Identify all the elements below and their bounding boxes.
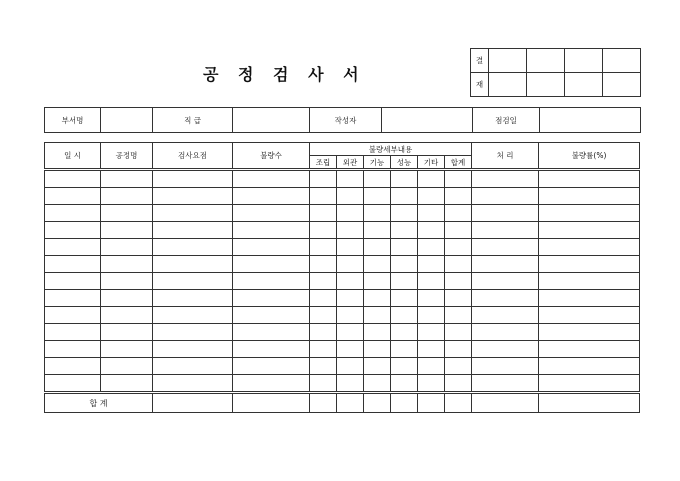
table-cell[interactable] [418, 358, 445, 375]
header-defect-count: 불량수 [233, 143, 310, 170]
table-cell[interactable] [233, 205, 310, 222]
header-action: 처 리 [472, 143, 539, 170]
table-cell[interactable] [539, 324, 640, 341]
table-cell[interactable] [391, 375, 418, 393]
table-cell[interactable] [233, 324, 310, 341]
table-cell[interactable] [337, 341, 364, 358]
table-cell[interactable] [364, 239, 391, 256]
table-cell[interactable] [445, 324, 472, 341]
table-cell[interactable] [233, 375, 310, 393]
table-cell[interactable] [153, 239, 233, 256]
table-cell[interactable] [310, 324, 337, 341]
table-cell[interactable] [153, 205, 233, 222]
table-row [45, 358, 640, 375]
table-cell[interactable] [101, 170, 153, 188]
table-cell[interactable] [101, 358, 153, 375]
table-row [45, 222, 640, 239]
table-cell[interactable] [45, 239, 101, 256]
header-sub-function: 기능 [364, 156, 391, 170]
table-cell[interactable] [418, 273, 445, 290]
info-table [44, 107, 641, 133]
table-cell[interactable] [337, 273, 364, 290]
total-cell[interactable] [364, 393, 391, 413]
table-cell[interactable] [391, 341, 418, 358]
approval-label-top: 결 [471, 49, 489, 73]
table-cell[interactable] [45, 307, 101, 324]
table-cell[interactable] [233, 273, 310, 290]
table-cell[interactable] [364, 273, 391, 290]
approval-label-bottom: 재 [471, 73, 489, 97]
table-cell[interactable] [391, 170, 418, 188]
table-cell[interactable] [472, 170, 539, 188]
table-cell[interactable] [153, 307, 233, 324]
table-cell[interactable] [364, 290, 391, 307]
table-cell[interactable] [337, 307, 364, 324]
table-cell[interactable] [391, 273, 418, 290]
total-label: 합 계 [45, 393, 153, 413]
table-cell[interactable] [233, 188, 310, 205]
table-cell[interactable] [472, 239, 539, 256]
table-cell[interactable] [101, 290, 153, 307]
table-cell[interactable] [101, 375, 153, 393]
table-cell[interactable] [364, 375, 391, 393]
table-cell[interactable] [233, 341, 310, 358]
table-cell[interactable] [445, 188, 472, 205]
table-cell[interactable] [418, 205, 445, 222]
table-row [45, 256, 640, 273]
table-cell[interactable] [364, 307, 391, 324]
table-cell[interactable] [364, 341, 391, 358]
table-cell[interactable] [45, 205, 101, 222]
approval-signature-cell[interactable] [527, 73, 565, 97]
inspection-table [44, 142, 640, 413]
table-cell[interactable] [101, 341, 153, 358]
table-cell[interactable] [445, 290, 472, 307]
table-cell[interactable] [418, 188, 445, 205]
total-cell[interactable] [153, 393, 233, 413]
table-row [45, 290, 640, 307]
table-cell[interactable] [310, 358, 337, 375]
table-cell[interactable] [45, 324, 101, 341]
table-cell[interactable] [364, 358, 391, 375]
table-cell[interactable] [45, 170, 101, 188]
table-cell[interactable] [233, 256, 310, 273]
table-cell[interactable] [364, 188, 391, 205]
total-cell[interactable] [310, 393, 337, 413]
table-cell[interactable] [539, 256, 640, 273]
total-cell[interactable] [391, 393, 418, 413]
table-cell[interactable] [337, 290, 364, 307]
table-row [45, 324, 640, 341]
header-sub-other: 기타 [418, 156, 445, 170]
table-row [45, 273, 640, 290]
approval-cell[interactable] [489, 49, 527, 73]
approval-cell[interactable] [527, 49, 565, 73]
table-cell[interactable] [101, 205, 153, 222]
table-cell[interactable] [472, 273, 539, 290]
table-cell[interactable] [153, 290, 233, 307]
approval-signature-cell[interactable] [565, 73, 603, 97]
table-cell[interactable] [233, 307, 310, 324]
table-cell[interactable] [153, 375, 233, 393]
table-cell[interactable] [364, 324, 391, 341]
total-cell[interactable] [418, 393, 445, 413]
table-cell[interactable] [153, 341, 233, 358]
table-cell[interactable] [101, 239, 153, 256]
table-row [45, 170, 640, 188]
author-field[interactable] [382, 108, 473, 133]
table-cell[interactable] [472, 290, 539, 307]
table-cell[interactable] [337, 222, 364, 239]
table-cell[interactable] [539, 222, 640, 239]
table-cell[interactable] [472, 256, 539, 273]
table-cell[interactable] [472, 307, 539, 324]
table-cell[interactable] [539, 239, 640, 256]
table-cell[interactable] [337, 256, 364, 273]
table-cell[interactable] [310, 239, 337, 256]
table-cell[interactable] [418, 170, 445, 188]
table-cell[interactable] [45, 256, 101, 273]
header-process-name: 공정명 [101, 143, 153, 170]
rank-field[interactable] [233, 108, 310, 133]
table-cell[interactable] [310, 222, 337, 239]
header-sub-assembly: 조립 [310, 156, 337, 170]
table-cell[interactable] [45, 188, 101, 205]
table-cell[interactable] [539, 170, 640, 188]
table-cell[interactable] [445, 239, 472, 256]
dept-label: 부서명 [45, 108, 101, 133]
table-row [45, 239, 640, 256]
table-cell[interactable] [153, 222, 233, 239]
table-cell[interactable] [445, 205, 472, 222]
table-cell[interactable] [418, 290, 445, 307]
table-cell[interactable] [153, 170, 233, 188]
total-cell[interactable] [337, 393, 364, 413]
table-cell[interactable] [472, 188, 539, 205]
table-cell[interactable] [310, 188, 337, 205]
header-inspection-points: 검사요점 [153, 143, 233, 170]
table-row [45, 375, 640, 393]
table-cell[interactable] [472, 324, 539, 341]
total-cell[interactable] [472, 393, 539, 413]
table-cell[interactable] [310, 205, 337, 222]
table-cell[interactable] [233, 170, 310, 188]
table-cell[interactable] [337, 170, 364, 188]
table-cell[interactable] [539, 375, 640, 393]
table-cell[interactable] [101, 222, 153, 239]
table-cell[interactable] [337, 358, 364, 375]
approval-cell[interactable] [603, 49, 641, 73]
table-cell[interactable] [310, 273, 337, 290]
table-cell[interactable] [337, 188, 364, 205]
table-cell[interactable] [539, 188, 640, 205]
table-cell[interactable] [101, 188, 153, 205]
table-cell[interactable] [472, 358, 539, 375]
table-cell[interactable] [539, 205, 640, 222]
table-cell[interactable] [310, 170, 337, 188]
table-cell[interactable] [445, 341, 472, 358]
table-cell[interactable] [101, 273, 153, 290]
dept-field[interactable] [101, 108, 153, 133]
table-row [45, 307, 640, 324]
table-cell[interactable] [233, 239, 310, 256]
table-cell[interactable] [101, 324, 153, 341]
header-sub-performance: 성능 [391, 156, 418, 170]
table-cell[interactable] [418, 324, 445, 341]
table-cell[interactable] [445, 222, 472, 239]
table-cell[interactable] [445, 375, 472, 393]
table-cell[interactable] [45, 341, 101, 358]
table-cell[interactable] [391, 256, 418, 273]
table-cell[interactable] [391, 290, 418, 307]
table-cell[interactable] [364, 222, 391, 239]
table-cell[interactable] [391, 205, 418, 222]
table-cell[interactable] [445, 307, 472, 324]
table-cell[interactable] [472, 222, 539, 239]
table-cell[interactable] [418, 222, 445, 239]
table-cell[interactable] [445, 273, 472, 290]
table-cell[interactable] [153, 324, 233, 341]
author-label: 작성자 [310, 108, 382, 133]
table-cell[interactable] [539, 358, 640, 375]
table-cell[interactable] [472, 341, 539, 358]
table-cell[interactable] [101, 256, 153, 273]
approval-box [470, 48, 641, 97]
table-cell[interactable] [45, 375, 101, 393]
table-cell[interactable] [391, 222, 418, 239]
table-cell[interactable] [45, 358, 101, 375]
table-cell[interactable] [310, 256, 337, 273]
rank-label: 직 급 [153, 108, 233, 133]
table-cell[interactable] [364, 205, 391, 222]
table-cell[interactable] [539, 307, 640, 324]
table-cell[interactable] [418, 375, 445, 393]
table-cell[interactable] [391, 239, 418, 256]
table-cell[interactable] [472, 375, 539, 393]
header-sub-total: 합계 [445, 156, 472, 170]
table-cell[interactable] [445, 170, 472, 188]
approval-signature-cell[interactable] [603, 73, 641, 97]
approval-signature-cell[interactable] [489, 73, 527, 97]
table-cell[interactable] [391, 307, 418, 324]
table-row [45, 205, 640, 222]
header-defect-rate: 불량률(%) [539, 143, 640, 170]
date-label: 점검일 [473, 108, 540, 133]
table-cell[interactable] [153, 188, 233, 205]
header-datetime: 일 시 [45, 143, 101, 170]
table-cell[interactable] [418, 239, 445, 256]
table-cell[interactable] [310, 290, 337, 307]
table-cell[interactable] [364, 170, 391, 188]
table-cell[interactable] [233, 358, 310, 375]
table-cell[interactable] [418, 256, 445, 273]
table-cell[interactable] [539, 341, 640, 358]
table-cell[interactable] [337, 375, 364, 393]
approval-cell[interactable] [565, 49, 603, 73]
table-cell[interactable] [310, 375, 337, 393]
table-cell[interactable] [337, 205, 364, 222]
table-cell[interactable] [364, 256, 391, 273]
total-cell[interactable] [233, 393, 310, 413]
table-row [45, 188, 640, 205]
header-sub-appearance: 외관 [337, 156, 364, 170]
total-cell[interactable] [445, 393, 472, 413]
table-cell[interactable] [337, 324, 364, 341]
table-cell[interactable] [310, 341, 337, 358]
table-cell[interactable] [153, 273, 233, 290]
table-cell[interactable] [391, 358, 418, 375]
table-row [45, 341, 640, 358]
table-cell[interactable] [391, 324, 418, 341]
table-cell[interactable] [472, 205, 539, 222]
document-title: 공 정 검 사 서 [203, 65, 366, 84]
table-cell[interactable] [45, 290, 101, 307]
table-cell[interactable] [45, 222, 101, 239]
table-cell[interactable] [445, 358, 472, 375]
table-cell[interactable] [45, 273, 101, 290]
table-cell[interactable] [233, 222, 310, 239]
table-cell[interactable] [391, 188, 418, 205]
total-cell[interactable] [539, 393, 640, 413]
table-cell[interactable] [337, 239, 364, 256]
table-cell[interactable] [310, 307, 337, 324]
table-cell[interactable] [153, 256, 233, 273]
table-cell[interactable] [418, 341, 445, 358]
date-field[interactable] [540, 108, 641, 133]
table-cell[interactable] [539, 290, 640, 307]
table-cell[interactable] [418, 307, 445, 324]
table-cell[interactable] [233, 290, 310, 307]
table-cell[interactable] [539, 273, 640, 290]
header-defect-detail: 불량세부내용 [310, 143, 472, 156]
table-cell[interactable] [101, 307, 153, 324]
table-cell[interactable] [445, 256, 472, 273]
table-cell[interactable] [153, 358, 233, 375]
